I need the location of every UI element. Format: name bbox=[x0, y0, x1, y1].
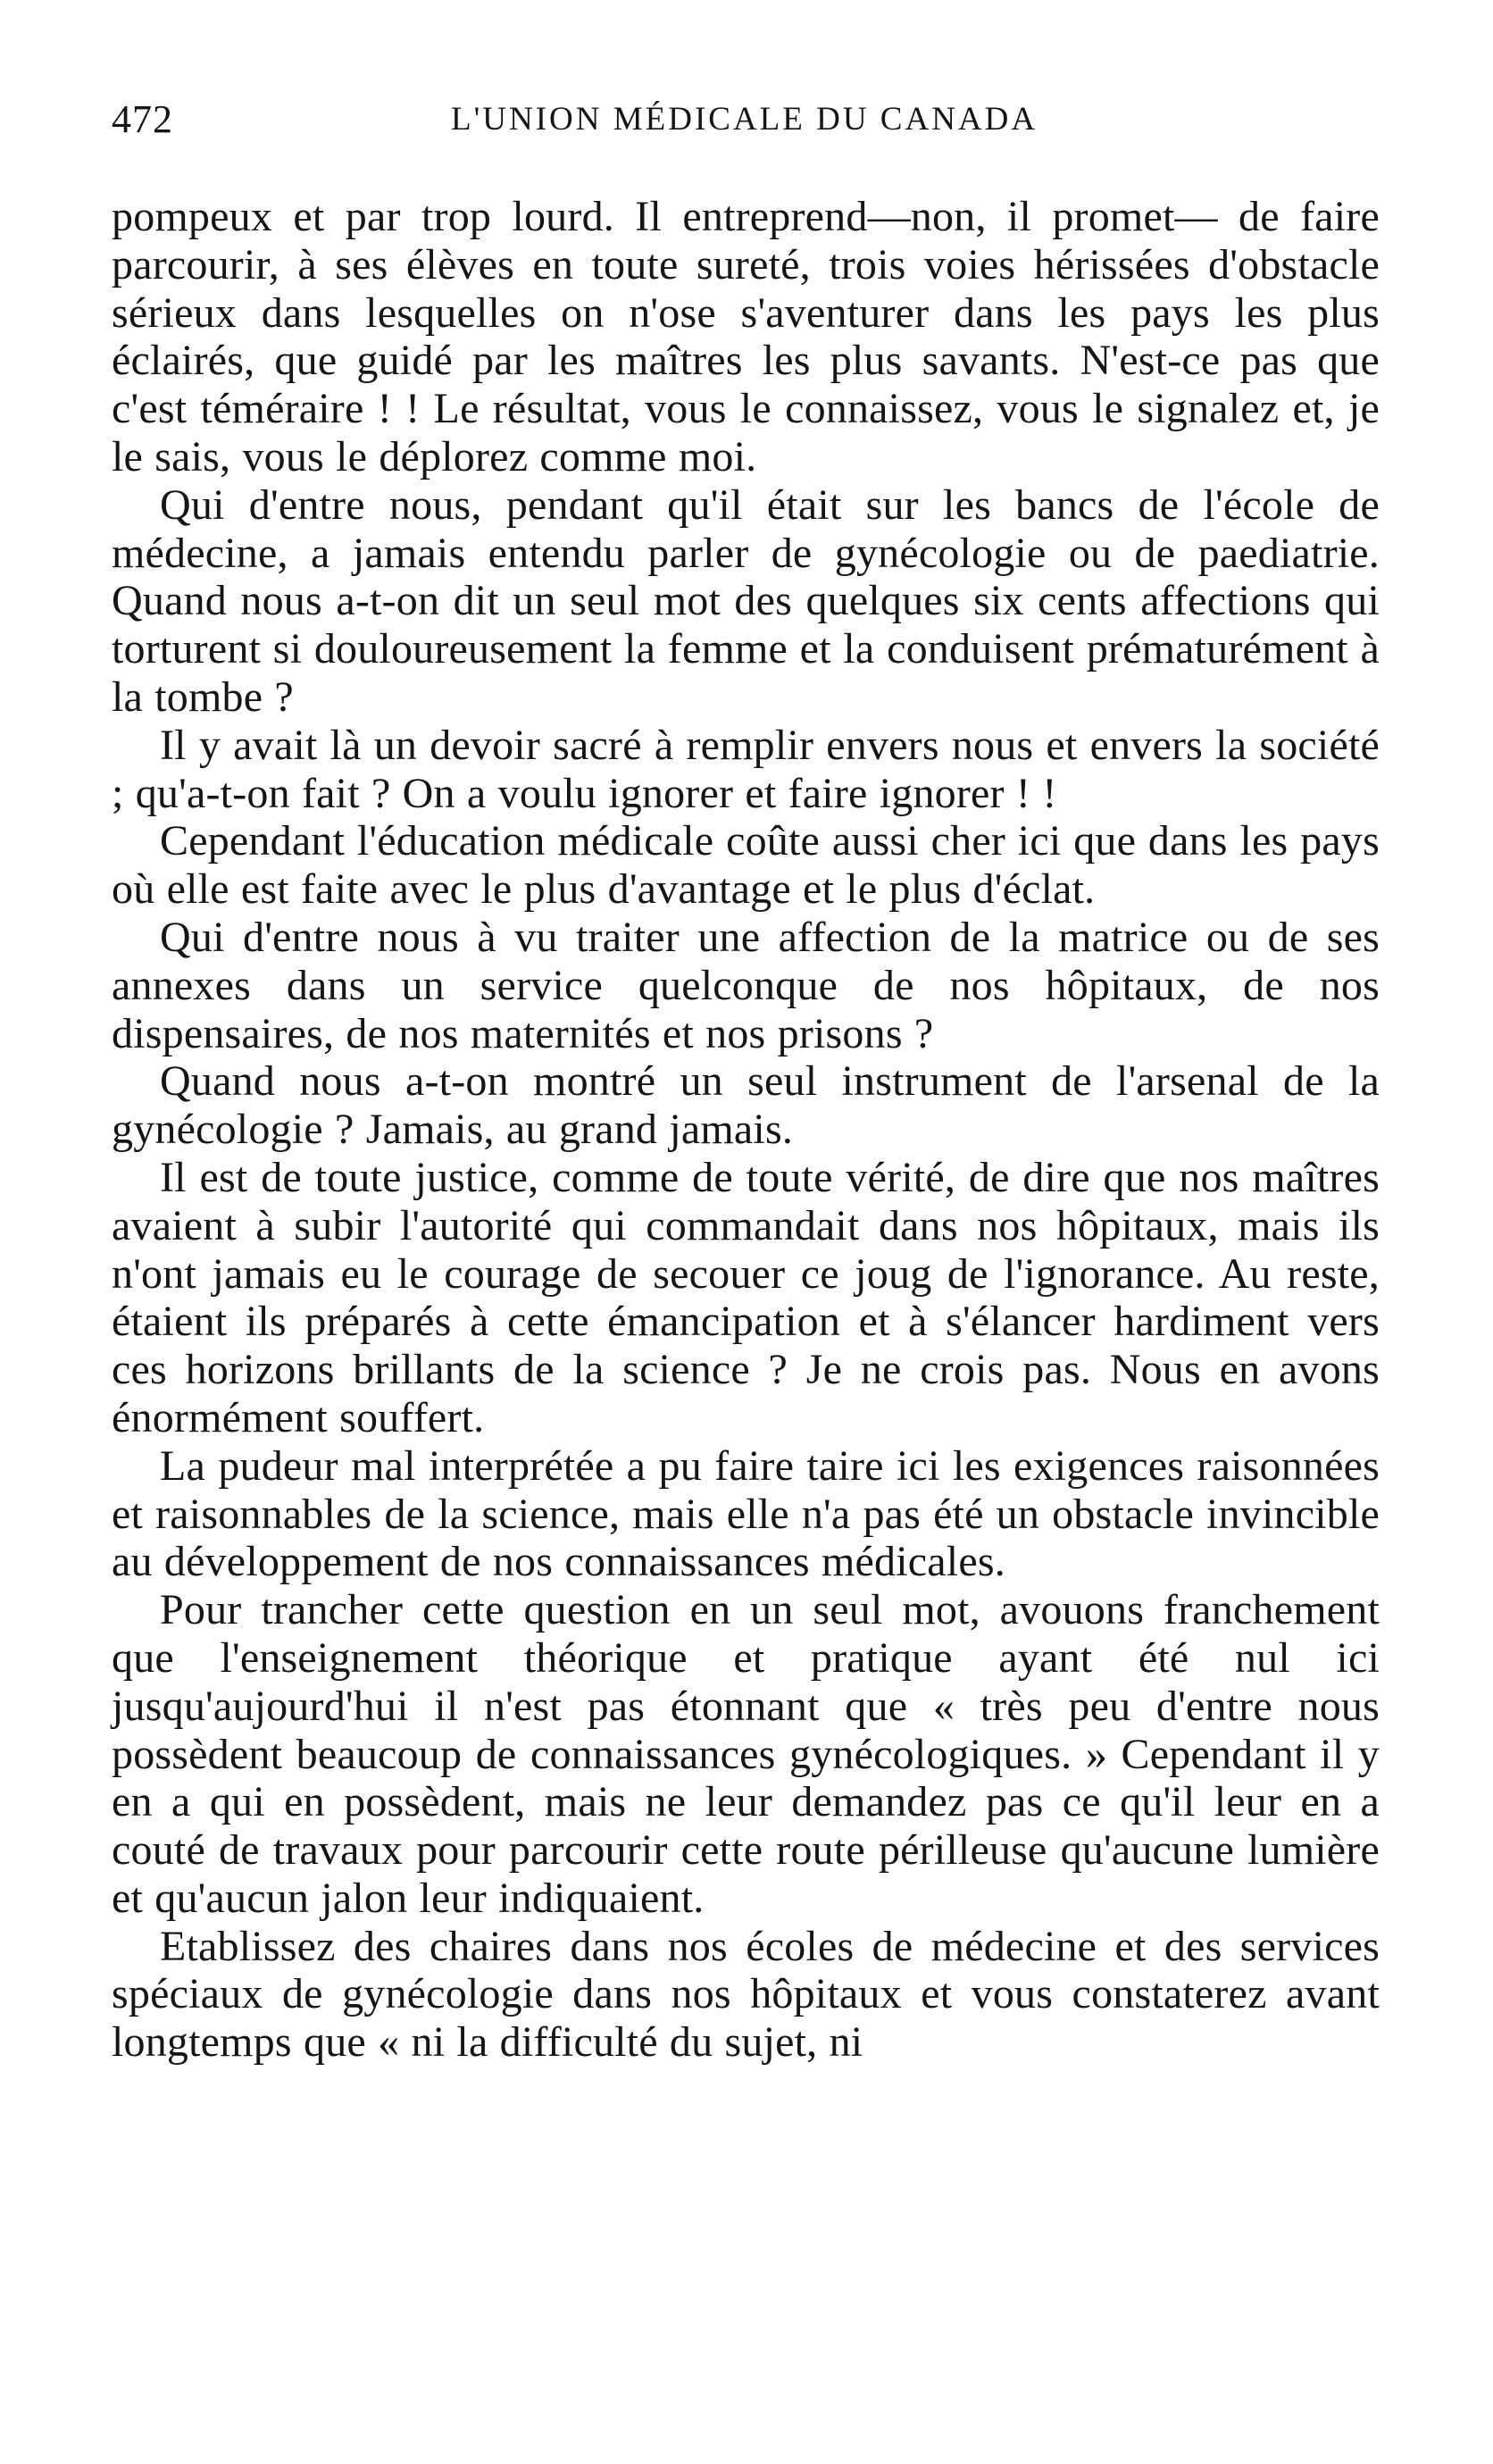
body-text bbox=[112, 193, 1380, 2067]
paragraph: Cependant l'éducation médicale coûte aussi cher ici que dans les pays où elle est faite avec le plus d'avantage et le plus d'éclat. bbox=[112, 817, 1380, 914]
paragraph: Etablissez des chaires dans nos écoles de médecine et des services spéciaux de gynécologie dans nos hôpitaux et vous constaterez avant longtemps que « ni la difficulté du sujet, ni bbox=[112, 1922, 1380, 2067]
paragraph: La pudeur mal interprétée a pu faire taire ici les exigences raisonnées et raisonnables de la science, mais elle n'a pas été un obstacle invincible au développement de nos connaissances médicales. bbox=[112, 1441, 1380, 1586]
paragraph: Il y avait là un devoir sacré à remplir envers nous et envers la société ; qu'a-t-on fait ? On a voulu ignorer et faire ignorer ! ! bbox=[112, 721, 1380, 817]
paragraph: pompeux et par trop lourd. Il entreprend—non, il promet— de faire parcourir, à ses élèves en toute sureté, trois voies hérissées d'obstacle sérieux dans lesquelles on n'ose s'aventurer dans les pays les plus éclairés, que guidé par les maîtres les plus savants. N'est-ce pas que c'est téméraire ! ! Le résultat, vous le connaissez, vous le signalez et, je le sais, vous le déplorez comme moi. bbox=[112, 193, 1380, 480]
running-header bbox=[112, 89, 1380, 152]
paragraph: Qui d'entre nous, pendant qu'il était sur les bancs de l'école de médecine, a jamais entendu parler de gynécologie ou de paediatrie. Quand nous a-t-on dit un seul mot des quelques six cents affections qui torturent si douloureusement la femme et la conduisent prématurément à la tombe ? bbox=[112, 480, 1380, 721]
paragraph: Qui d'entre nous à vu traiter une affection de la matrice ou de ses annexes dans un service quelconque de nos hôpitaux, de nos dispensaires, de nos maternités et nos prisons ? bbox=[112, 913, 1380, 1057]
paragraph: Quand nous a-t-on montré un seul instrument de l'arsenal de la gynécologie ? Jamais, au grand jamais. bbox=[112, 1057, 1380, 1154]
paragraph: Pour trancher cette question en un seul mot, avouons franchement que l'enseignement théorique et pratique ayant été nul ici jusqu'aujourd'hui il n'est pas étonnant que « très peu d'entre nous possèdent beaucoup de connaissances gynécologiques. » Cependant il y en a qui en possèdent, mais ne leur demandez pas ce qu'il leur en a couté de travaux pour parcourir cette route périlleuse qu'aucune lumière et qu'aucun jalon leur indiquaient. bbox=[112, 1586, 1380, 1922]
document-page bbox=[112, 89, 1380, 2067]
page-number: 472 bbox=[112, 97, 173, 141]
paragraph: Il est de toute justice, comme de toute vérité, de dire que nos maîtres avaient à subir l'autorité qui commandait dans nos hôpitaux, mais ils n'ont jamais eu le courage de secouer ce joug de l'ignorance. Au reste, étaient ils préparés à cette émancipation et à s'élancer hardiment vers ces horizons brillants de la science ? Je ne crois pas. Nous en avons énormément souffert. bbox=[112, 1153, 1380, 1441]
journal-title: L'UNION MÉDICALE DU CANADA bbox=[451, 101, 1038, 138]
